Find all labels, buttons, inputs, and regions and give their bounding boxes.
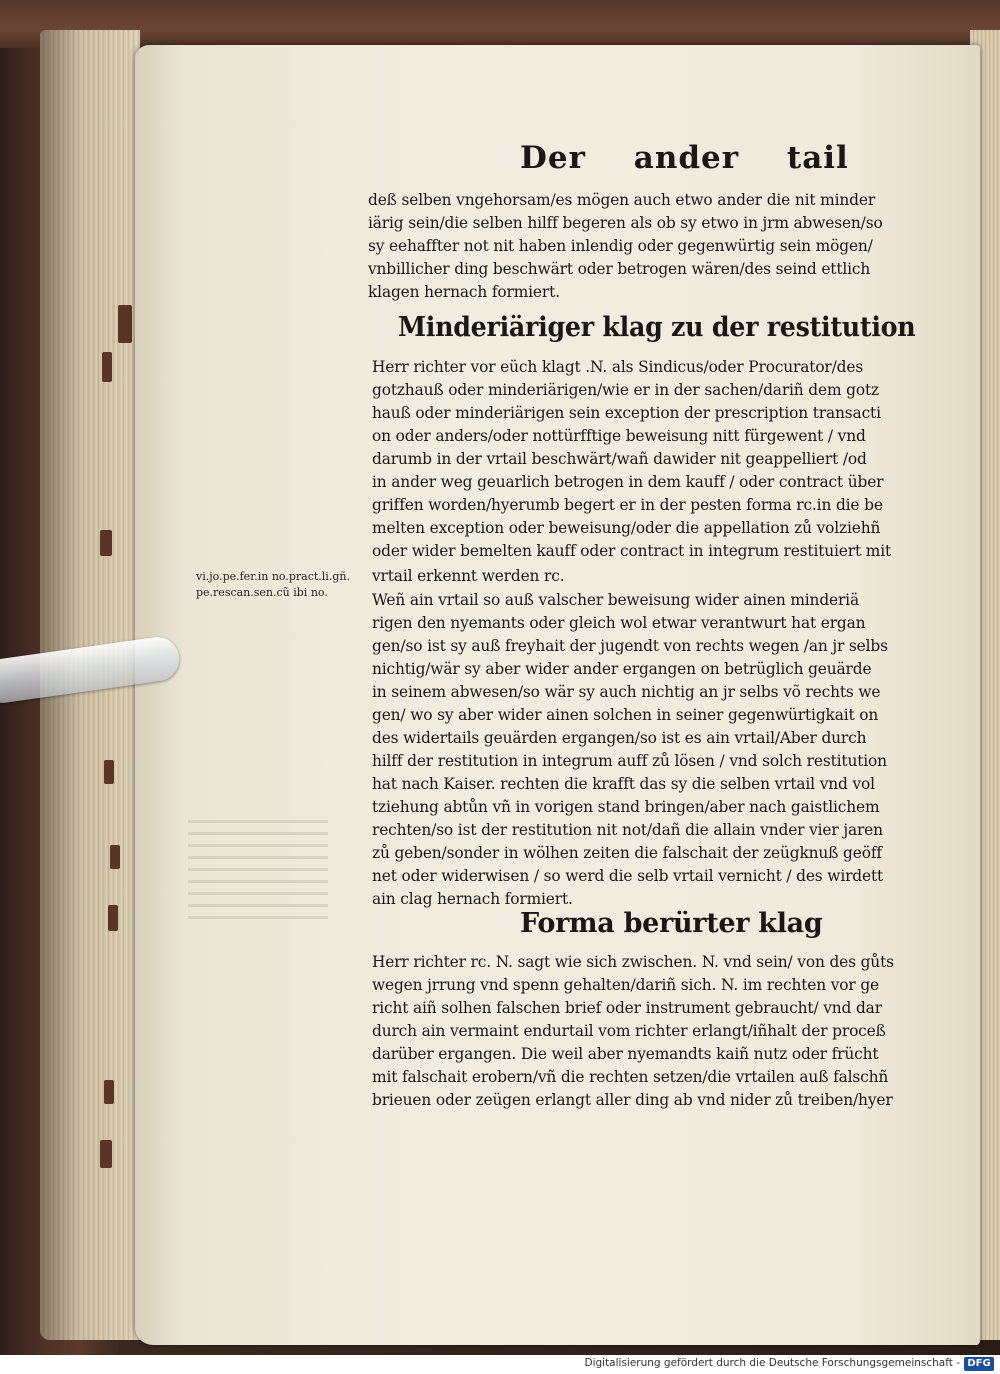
page-tab-marker (102, 352, 112, 382)
margin-note-line: pe.rescan.sen.cũ ibi no. (196, 586, 328, 599)
text-line: net oder widerwisen / so werd die selb vrtail vernicht / des wirdett (372, 867, 884, 885)
page-tab-marker (100, 1140, 112, 1168)
text-line: Herr richter vor eüch klagt .N. als Sindicus/oder Procurator/des (372, 358, 864, 376)
text-line: in seinem abwesen/so wär sy auch nichtig an jr selbs võ rechts we (372, 683, 881, 701)
text-line: iärig sein/die selben hilff begeren als ob sy etwo in jrm abwesen/so (368, 214, 883, 232)
text-line: hat nach Kaiser. rechten die krafft das sy die selben vrtail vnd vol (372, 775, 875, 793)
text-line: zů geben/sonder in wölhen zeiten die falschait der zeügknuß geöff (372, 844, 882, 862)
margin-note (196, 569, 350, 601)
text-line: brieuen oder zeügen erlangt aller ding ab vnd nider zů treiben/hyer (372, 1091, 893, 1109)
text-line: gen/ wo sy aber wider ainen solchen in seiner gegenwürtigkait on (372, 706, 879, 724)
page-tab-marker (118, 305, 132, 343)
page-tab-marker (104, 1080, 114, 1104)
text-line: rechten/so ist der restitution nit not/dañ die allain vnder vier jaren (372, 821, 883, 839)
section-heading: Forma berürter klag (520, 908, 823, 939)
text-line: on oder anders/oder nottürfftige beweisung nitt fürgewent / vnd (372, 427, 866, 445)
text-line: gotzhauß oder minderiärigen/wie er in der sachen/dariñ dem gotz (372, 381, 879, 399)
text-line: richt aiñ solhen falschen brief oder instrument gebraucht/ vnd dar (372, 999, 882, 1017)
margin-note-line: vi.jo.pe.fer.in no.pract.li.gñ. (196, 570, 350, 583)
text-line: wegen jrrung vnd spenn gehalten/dariñ sich. N. im rechten vor ge (372, 976, 879, 994)
text-line: sy eehaffter not nit haben inlendig oder gegenwürtig sein mögen/ (368, 237, 873, 255)
text-line: darumb in der vrtail beschwärt/wañ dawider nit geappelliert /od (372, 450, 867, 468)
text-line: melten exception oder beweisung/oder die appellation zů volziehñ (372, 519, 881, 537)
text-line: ain clag hernach formiert. (372, 890, 573, 908)
text-line: griffen worden/hyerumb begert er in der pesten forma rc.in die be (372, 496, 883, 514)
text-line: rigen den nyemants oder gleich wol etwar verantwurt hat ergan (372, 614, 866, 632)
text-line: in ander weg geuarlich betrogen in dem kauff / oder contract über (372, 473, 884, 491)
text-line: vnbillicher ding beschwärt oder betrogen wären/des seind ettlich (368, 260, 871, 278)
page-tab-marker (100, 530, 112, 556)
text-line: gen/so ist sy auß freyhait der jugendt von rechts wegen /an jr selbs (372, 637, 888, 655)
book-cover-top (0, 0, 1000, 48)
footer-bar (0, 1355, 1000, 1374)
page-tab-marker (104, 760, 114, 784)
text-line: klagen hernach formiert. (368, 283, 560, 301)
text-line: des widertails geuärden ergangen/so ist es ain vrtail/Aber durch (372, 729, 867, 747)
page-tab-marker (108, 905, 118, 931)
text-line: vrtail erkennt werden rc. (372, 567, 565, 585)
text-line: oder wider bemelten kauff oder contract in integrum restituiert mit (372, 542, 891, 560)
running-header: Der ander tail (520, 140, 849, 176)
text-line: hauß oder minderiärigen sein exception der prescription transacti (372, 404, 881, 422)
text-line: durch ain vermaint endurtail vom richter erlangt/iñhalt der proceß (372, 1022, 886, 1040)
show-through-text (188, 820, 328, 920)
text-line: darüber ergangen. Die weil aber nyemandts kaiñ nutz oder frücht (372, 1045, 879, 1063)
funding-credit: Digitalisierung gefördert durch die Deutsche Forschungsgemeinschaft - (584, 1357, 960, 1369)
text-line: nichtig/wär sy aber wider ander ergangen on betrüglich geuärde (372, 660, 872, 678)
section-heading: Minderiäriger klag zu der restitution (398, 312, 916, 343)
text-line: Weñ ain vrtail so auß valscher beweisung wider ainen minderiä (372, 591, 859, 609)
text-line: Herr richter rc. N. sagt wie sich zwischen. N. vnd sein/ von des gůts (372, 953, 894, 971)
dfg-logo: DFG (964, 1357, 994, 1371)
text-line: hilff der restitution in integrum auff zů lösen / vnd solch restitution (372, 752, 887, 770)
text-line: mit falschait erobern/vñ die rechten setzen/die vrtailen auß falschñ (372, 1068, 889, 1086)
text-line: deß selben vngehorsam/es mögen auch etwo ander die nit minder (368, 191, 876, 209)
text-line: tziehung abtůn vñ in vorigen stand bringen/aber nach gaistlichem (372, 798, 880, 816)
page-tab-marker (110, 845, 120, 869)
